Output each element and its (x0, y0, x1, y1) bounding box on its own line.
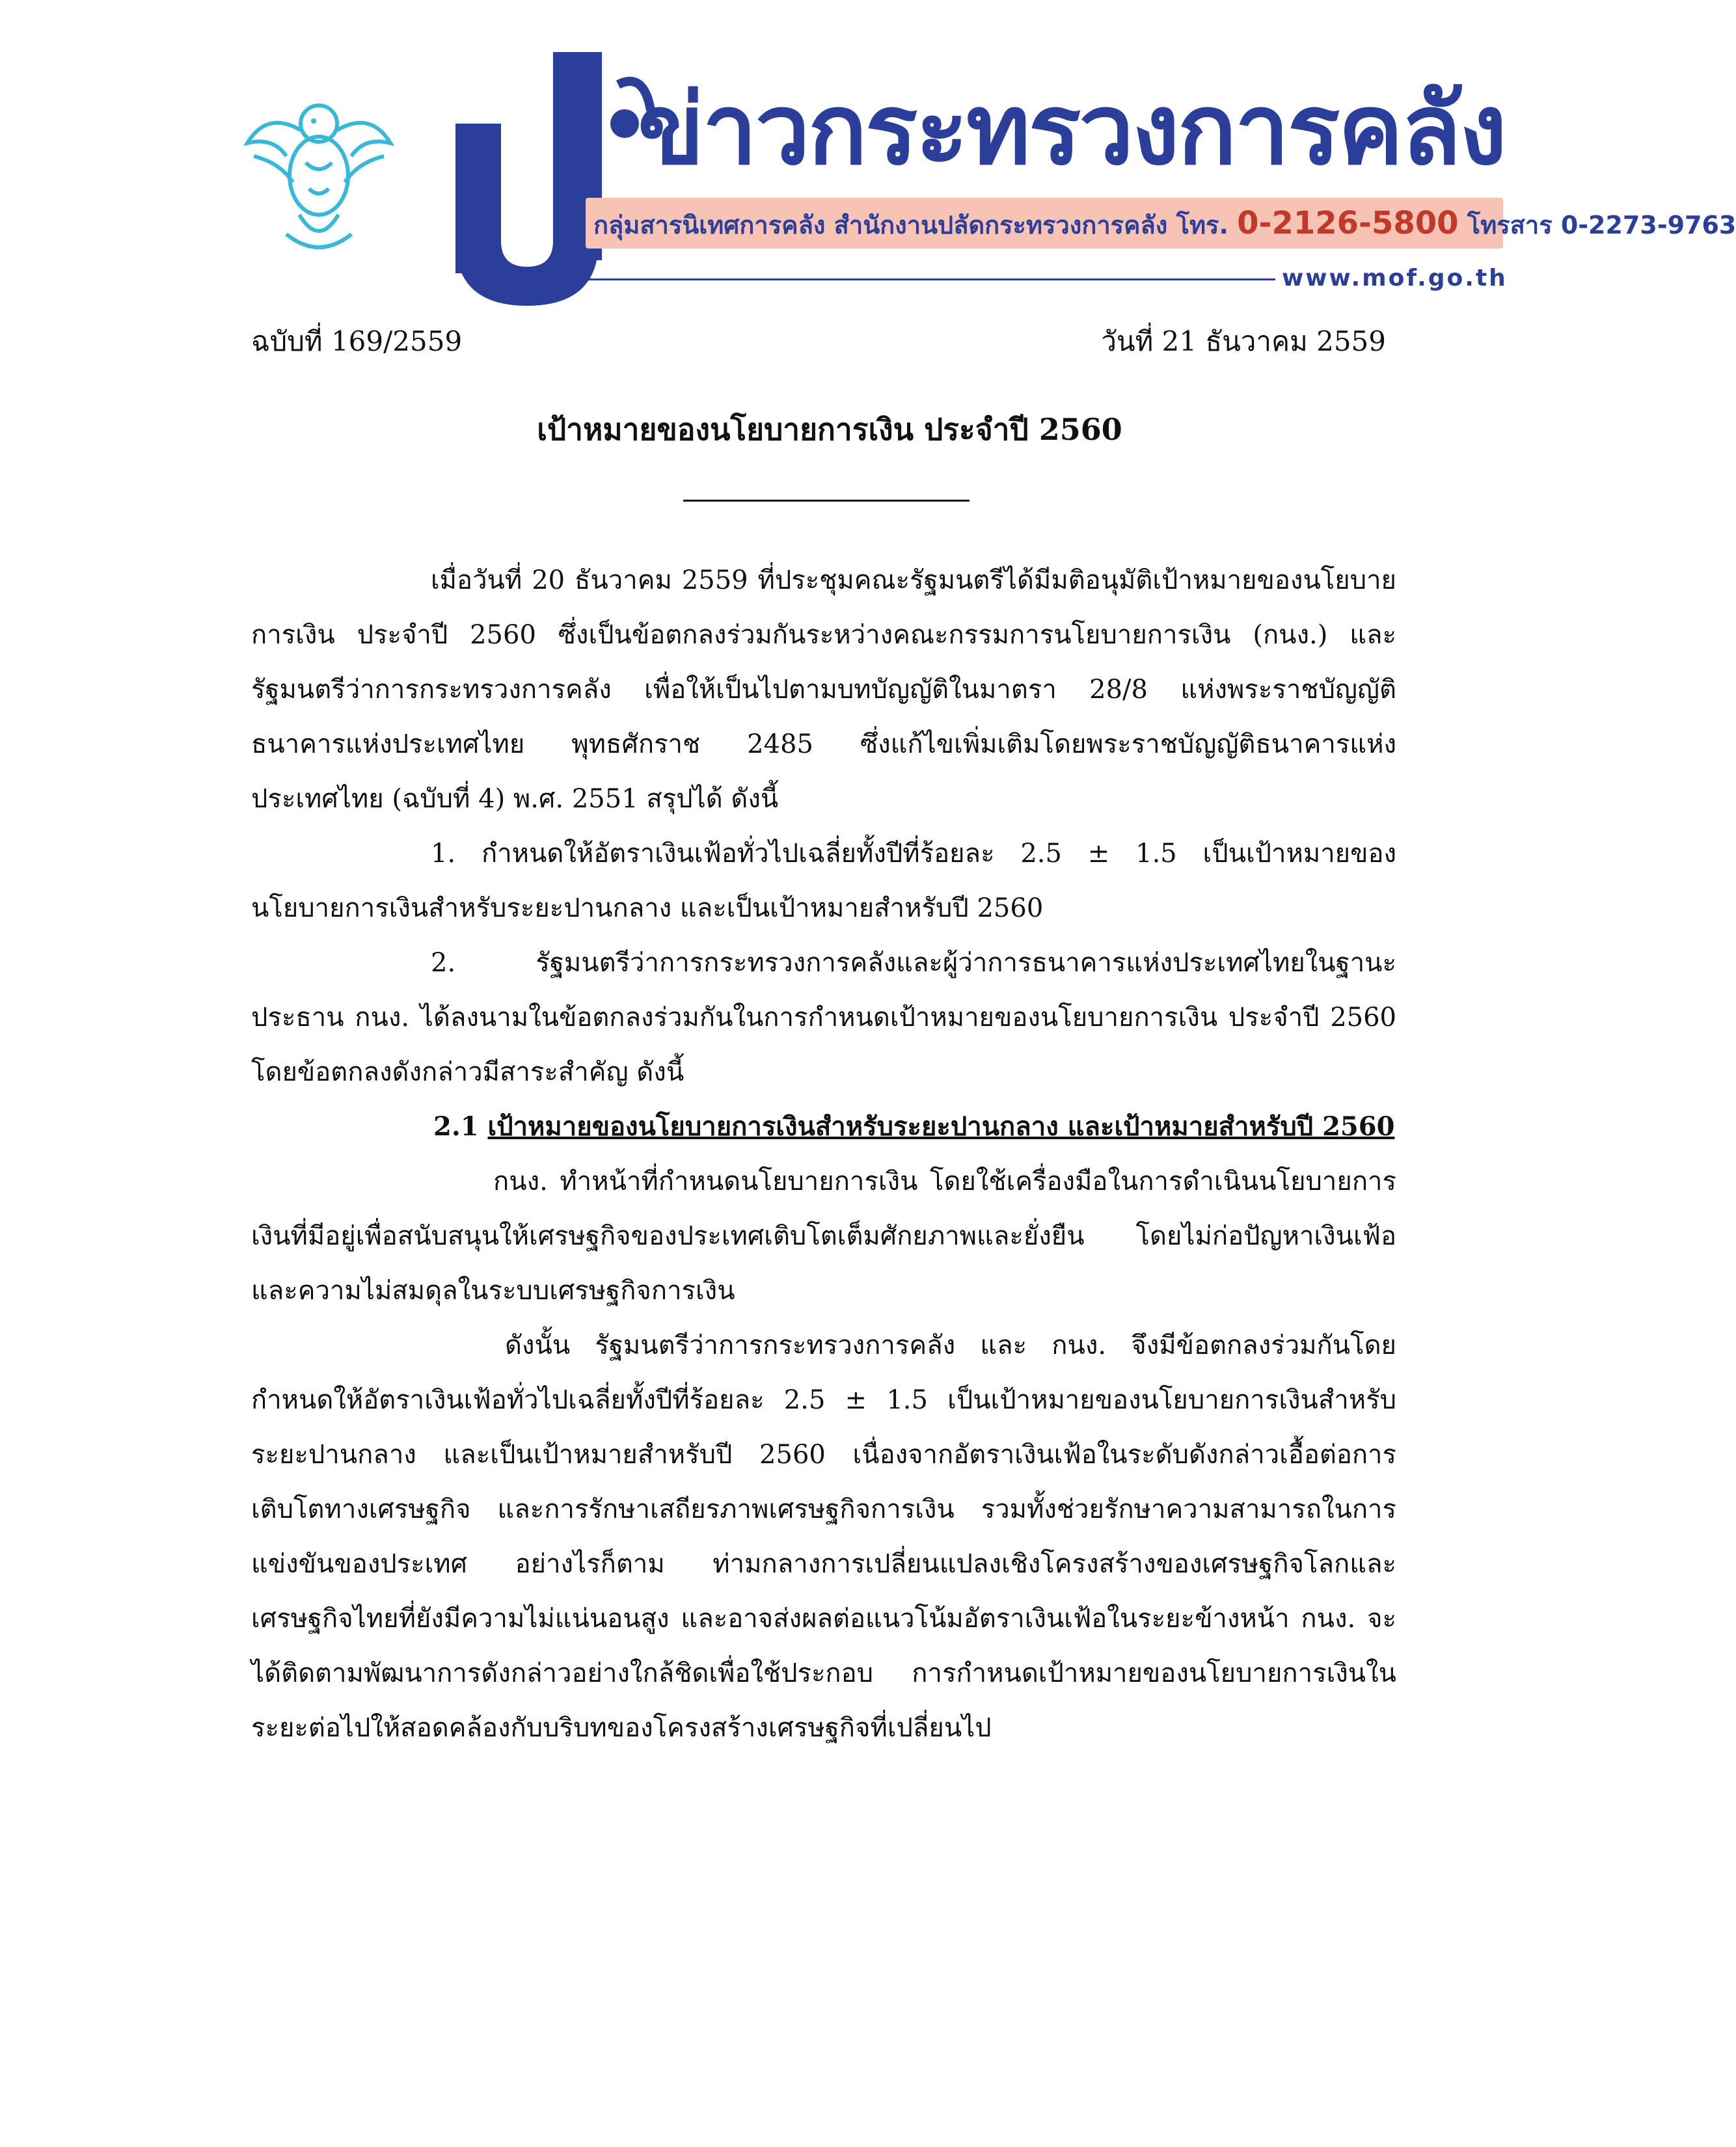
item-2: 2. รัฐมนตรีว่าการกระทรวงการคลังและผู้ว่าการธนาคารแห่งประเทศไทยในฐานะประธาน กนง. ได้ลงนามในข้อตกลงร่วมกันในการกำหนดเป้าหมายของนโยบายการเงิน ประจำปี 2560 โดยข้อตกลงดังกล่าวมีสาระสำคัญ ดังนี้ (251, 948, 1396, 1087)
fax-number: 0-2273-9763 (1560, 211, 1736, 239)
sub-heading-number: 2.1 (433, 1111, 479, 1142)
garuda-emblem-icon (241, 85, 397, 254)
masthead-rule (586, 278, 1275, 280)
contact-bar (586, 198, 1736, 249)
document-body (251, 553, 1396, 1755)
sub-heading (251, 1100, 1396, 1154)
page-title: เป้าหมายของนโยบายการเงิน ประจำปี 2560 (537, 412, 1122, 447)
paragraph-2: ดังนั้น รัฐมนตรีว่าการกระทรวงการคลัง และ กนง. จึงมีข้อตกลงร่วมกันโดยกำหนดให้อัตราเงินเฟ้อทั่วไปเฉลี่ยทั้งปีที่ร้อยละ 2.5 ± 1.5 เป็นเป้าหมายของนโยบายการเงินสำหรับระยะปานกลาง และเป็นเป้าหมายสำหรับปี 2560 เนื่องจากอัตราเงินเฟ้อในระดับดังกล่าวเอื้อต่อการเติบโตทางเศรษฐกิจ และการรักษาเสถียรภาพเศรษฐกิจการเงิน รวมทั้งช่วยรักษาความสามารถในการแข่งขันของประเทศ อย่างไรก็ตาม ท่ามกลางการเปลี่ยนแปลงเชิงโครงสร้างของเศรษฐกิจโลกและเศรษฐกิจไทยที่ยังมีความไม่แน่นอนสูง และอาจส่งผลต่อแนวโน้มอัตราเงินเฟ้อในระยะข้างหน้า กนง. จะได้ติดตามพัฒนาการดังกล่าวอย่างใกล้ชิดเพื่อใช้ประกอบ การกำหนดเป้าหมายของนโยบายการเงินในระยะต่อไปให้สอดคล้องกับบริบทของโครงสร้างเศรษฐกิจที่เปลี่ยนไป (251, 1330, 1396, 1743)
website-link[interactable]: www.mof.go.th (1282, 265, 1508, 291)
tel-number: 0-2126-5800 (1237, 205, 1459, 241)
intro-paragraph: เมื่อวันที่ 20 ธันวาคม 2559 ที่ประชุมคณะรัฐมนตรีได้มีมติอนุมัติเป้าหมายของนโยบายการเงิน ประจำปี 2560 ซึ่งเป็นข้อตกลงร่วมกันระหว่างคณะกรรมการนโยบายการเงิน (กนง.) และรัฐมนตรีว่าการกระทรวงการคลัง เพื่อให้เป็นไปตามบทบัญญัติในมาตรา 28/8 แห่งพระราชบัญญัติธนาคารแห่งประเทศไทย พุทธศักราช 2485 ซึ่งแก้ไขเพิ่มเติมโดยพระราชบัญญัติธนาคารแห่งประเทศไทย (ฉบับที่ 4) พ.ศ. 2551 สรุปได้ ดังนี้ (251, 565, 1396, 814)
item-1: 1. กำหนดให้อัตราเงินเฟ้อทั่วไปเฉลี่ยทั้งปีที่ร้อยละ 2.5 ± 1.5 เป็นเป้าหมายของนโยบายการเงินสำหรับระยะปานกลาง และเป็นเป้าหมายสำหรับปี 2560 (251, 839, 1396, 923)
masthead (234, 39, 1736, 312)
issue-number: ฉบับที่ 169/2559 (251, 325, 463, 357)
title-underline (683, 500, 970, 502)
issue-date: วันที่ 21 ธันวาคม 2559 (1101, 325, 1386, 357)
paragraph-1: กนง. ทำหน้าที่กำหนดนโยบายการเงิน โดยใช้เครื่องมือในการดำเนินนโยบายการเงินที่มีอยู่เพื่อสนับสนุนให้เศรษฐกิจของประเทศเติบโตเต็มศักยภาพและยั่งยืน โดยไม่ก่อปัญหาเงินเฟ้อ และความไม่สมดุลในระบบเศรษฐกิจการเงิน (251, 1167, 1396, 1306)
sub-heading-text: เป้าหมายของนโยบายการเงินสำหรับระยะปานกลาง และเป้าหมายสำหรับปี 2560 (487, 1111, 1395, 1142)
fax-label: โทรสาร (1467, 211, 1553, 239)
tel-label: โทร. (1176, 211, 1228, 239)
masthead-title: ข่าวกระทรวงการคลัง (638, 74, 1505, 187)
contact-office: กลุ่มสารนิเทศการคลัง สำนักงานปลัดกระทรวงการคลัง (593, 211, 1168, 239)
